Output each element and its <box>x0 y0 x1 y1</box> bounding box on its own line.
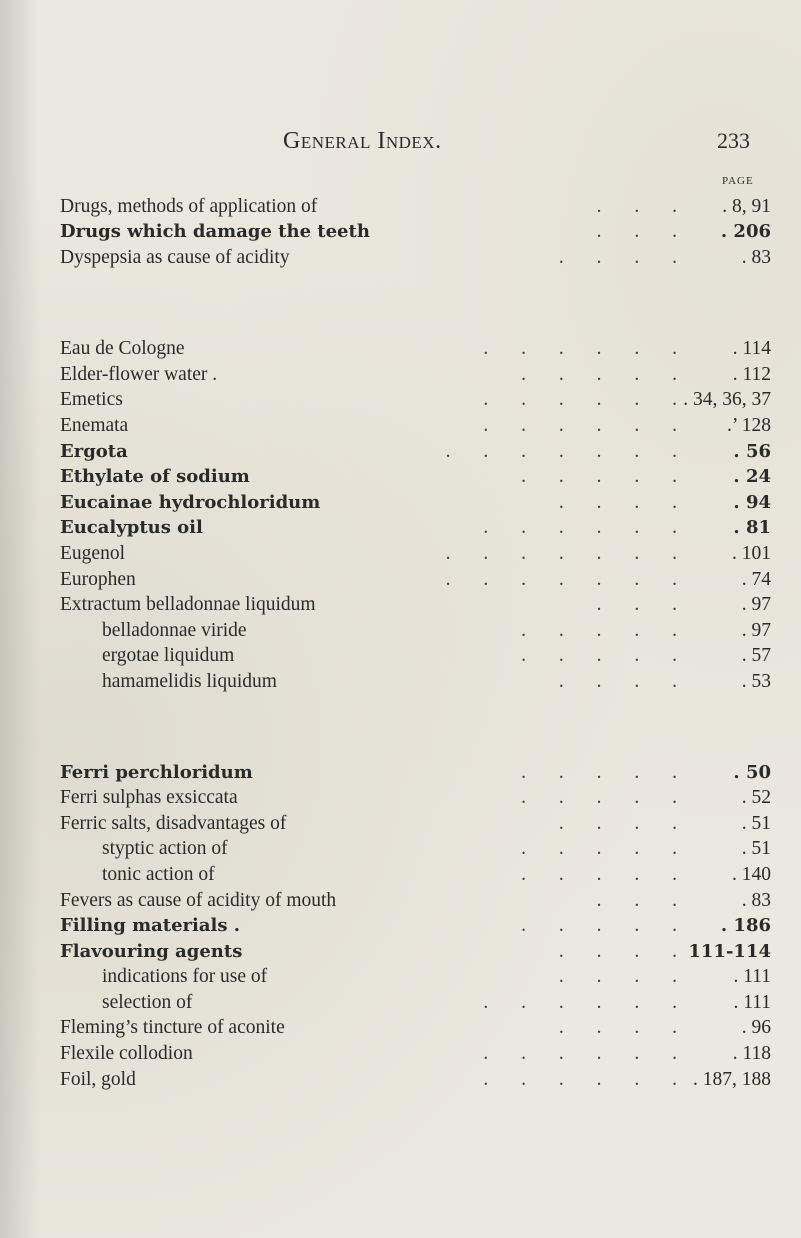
entry-term: Eucalyptus oil <box>60 517 203 538</box>
index-entry <box>60 644 771 668</box>
entry-page-ref: . 114 <box>732 338 771 359</box>
entry-page-ref: . 51 <box>741 813 771 834</box>
index-entry <box>60 863 771 887</box>
entry-page-ref: . 56 <box>733 441 771 462</box>
entry-term: Emetics <box>60 389 123 410</box>
dot-leader: . . . <box>596 890 691 911</box>
index-entry <box>60 940 771 964</box>
dot-leader: . . . . <box>558 247 691 268</box>
entry-page-ref: . 97 <box>741 620 771 641</box>
index-entry <box>60 670 771 694</box>
entry-term: ergotae liquidum <box>102 645 235 666</box>
entry-page-ref: . 187, 188 <box>693 1069 771 1090</box>
entry-term: Eugenol <box>60 543 125 564</box>
entry-page-ref: . 97 <box>741 594 771 615</box>
index-entry <box>60 786 771 810</box>
dot-leader: . . . . . <box>521 620 691 641</box>
dot-leader: . . . . . . . <box>445 441 691 462</box>
dot-leader: . . . . . <box>521 915 691 936</box>
entry-term: Europhen <box>60 569 136 590</box>
index-entry <box>60 414 771 438</box>
entry-term: Flavouring agents <box>60 941 243 962</box>
index-entry <box>60 914 771 938</box>
dot-leader: . . . . . <box>521 762 691 783</box>
index-entry <box>60 220 771 244</box>
entry-term: Fevers as cause of acidity of mouth <box>60 890 337 911</box>
entry-page-ref: .’ 128 <box>726 415 771 436</box>
entry-term: Ethylate of sodium <box>60 466 250 487</box>
entry-term: selection of <box>102 992 193 1013</box>
index-entry <box>60 1068 771 1092</box>
dot-leader: . . . . . . <box>483 415 691 436</box>
dot-leader: . . . . . . . <box>445 569 691 590</box>
dot-leader: . . . . . <box>521 864 691 885</box>
index-entry <box>60 542 771 566</box>
entry-page-ref: . 50 <box>733 762 771 783</box>
dot-leader: . . . . <box>558 671 691 692</box>
dot-leader: . . . . <box>558 941 691 962</box>
index-entry <box>60 440 771 464</box>
entry-term: belladonnae viride <box>102 620 247 641</box>
index-entry <box>60 465 771 489</box>
entry-term: Ferri perchloridum <box>60 762 253 783</box>
index-entry <box>60 991 771 1015</box>
entry-term: Drugs, methods of application of <box>60 196 318 217</box>
entry-term: Ferri sulphas exsiccata <box>60 787 238 808</box>
dot-leader: . . . . . . <box>483 992 691 1013</box>
entry-page-ref: . 96 <box>741 1017 771 1038</box>
running-head <box>0 128 801 162</box>
entry-page-ref: . 111 <box>733 992 771 1013</box>
dot-leader: . . . . . . <box>483 1069 691 1090</box>
entry-term: Filling materials . <box>60 915 241 936</box>
index-entry <box>60 593 771 617</box>
entry-page-ref: . 94 <box>733 492 771 513</box>
index-entry <box>60 965 771 989</box>
dot-leader: . . . . . <box>521 364 691 385</box>
dot-leader: . . . . . <box>521 466 691 487</box>
entry-page-ref: . 83 <box>741 890 771 911</box>
entry-term: Enemata <box>60 415 129 436</box>
entry-page-ref: . 140 <box>732 864 771 885</box>
index-entry <box>60 1016 771 1040</box>
dot-leader: . . . . . . <box>483 517 691 538</box>
page-number: 233 <box>717 128 750 153</box>
index-entry <box>60 363 771 387</box>
index-entry <box>60 812 771 836</box>
entry-term: indications for use of <box>102 966 268 987</box>
dot-leader: . . . <box>596 196 691 217</box>
page-column-label: PAGE <box>722 175 754 187</box>
entry-page-ref: . 53 <box>741 671 771 692</box>
dot-leader: . . . . . . <box>483 1043 691 1064</box>
index-entry <box>60 761 771 785</box>
entry-page-ref: . 52 <box>741 787 771 808</box>
entry-page-ref: . 186 <box>720 915 771 936</box>
entry-page-ref: . 24 <box>733 466 771 487</box>
entry-page-ref: . 74 <box>741 569 771 590</box>
dot-leader: . . . . . . <box>483 338 691 359</box>
entry-page-ref: . 51 <box>741 838 771 859</box>
entry-page-ref: . 81 <box>733 517 771 538</box>
index-entry <box>60 195 771 219</box>
entry-page-ref: . 111 <box>733 966 771 987</box>
dot-leader: . . . . . . <box>483 389 691 410</box>
entry-term: Foil, gold <box>60 1069 136 1090</box>
dot-leader: . . . . <box>558 492 691 513</box>
entry-term: Fleming’s tincture of aconite <box>60 1017 285 1038</box>
dot-leader: . . . . <box>558 813 691 834</box>
entry-term: Eau de Cologne <box>60 338 185 359</box>
index-entry <box>60 889 771 913</box>
entry-term: hamamelidis liquidum <box>102 671 277 692</box>
index-entry <box>60 1042 771 1066</box>
entry-page-ref: . 118 <box>732 1043 771 1064</box>
index-entry <box>60 619 771 643</box>
entry-term: Drugs which damage the teeth <box>60 221 370 242</box>
entry-term: Extractum belladonnae liquidum <box>60 594 316 615</box>
entry-term: styptic action of <box>102 838 228 859</box>
entry-page-ref: . 34, 36, 37 <box>683 389 771 410</box>
index-entry <box>60 388 771 412</box>
entry-page-ref: . 101 <box>732 543 771 564</box>
entry-page-ref: . 206 <box>720 221 771 242</box>
entry-term: Ergota <box>60 441 128 462</box>
index-entry <box>60 246 771 270</box>
dot-leader: . . . . . <box>521 645 691 666</box>
dot-leader: . . . . <box>558 966 691 987</box>
entry-term: tonic action of <box>102 864 215 885</box>
index-entry <box>60 491 771 515</box>
index-entry <box>60 516 771 540</box>
entry-term: Dyspepsia as cause of acidity <box>60 247 290 268</box>
entry-term: Flexile collodion <box>60 1043 193 1064</box>
entry-term: Elder-flower water . <box>60 364 218 385</box>
dot-leader: . . . . . <box>521 787 691 808</box>
entry-term: Eucainae hydrochloridum <box>60 492 321 513</box>
dot-leader: . . . . . <box>521 838 691 859</box>
entry-page-ref: . 112 <box>732 364 771 385</box>
dot-leader: . . . . . . . <box>445 543 691 564</box>
running-title: General Index. <box>283 128 442 154</box>
entry-page-ref: . 8, 91 <box>722 196 771 217</box>
entry-page-ref: . 57 <box>741 645 771 666</box>
dot-leader: . . . <box>596 594 691 615</box>
entry-term: Ferric salts, disadvantages of <box>60 813 287 834</box>
index-entry <box>60 568 771 592</box>
entry-page-ref: . 83 <box>741 247 771 268</box>
dot-leader: . . . <box>596 221 691 242</box>
entry-page-ref: 111-114 <box>688 941 771 962</box>
index-entry <box>60 337 771 361</box>
page-edge-shadow <box>0 0 40 1238</box>
dot-leader: . . . . <box>558 1017 691 1038</box>
index-entry <box>60 837 771 861</box>
